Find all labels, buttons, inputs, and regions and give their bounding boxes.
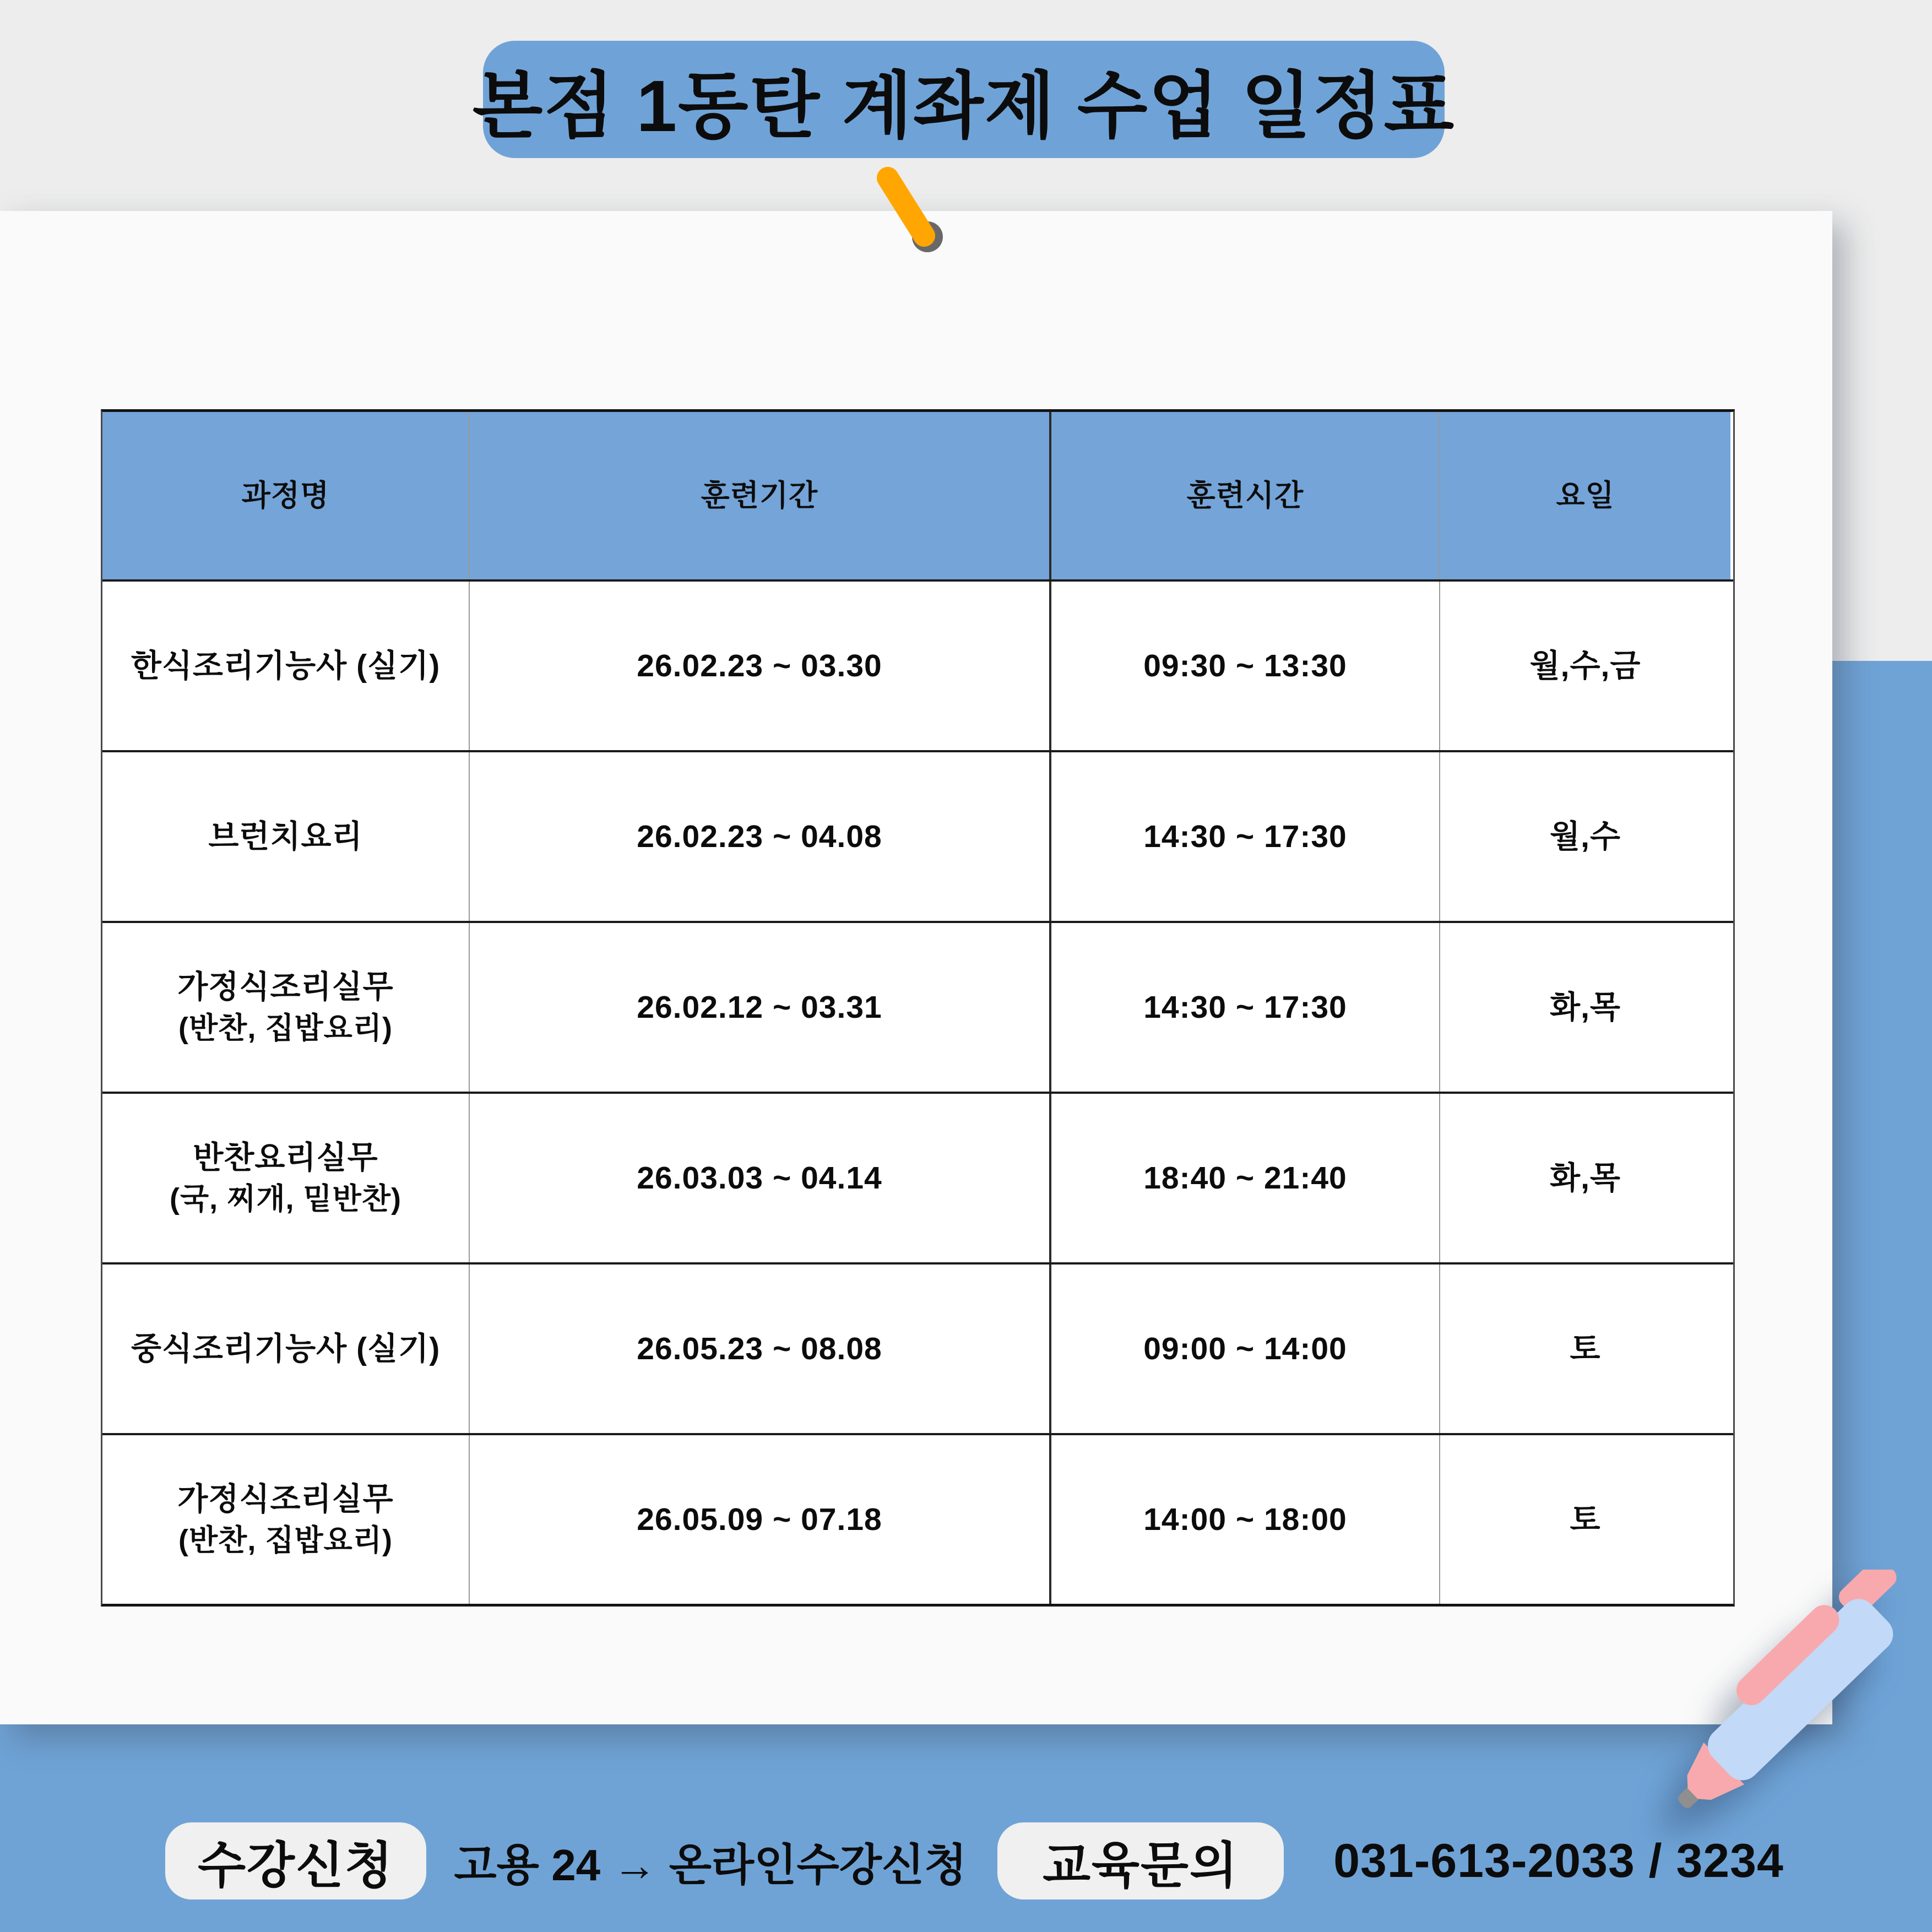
period-cell: 26.02.12 ~ 03.31 [470,923,1051,1092]
course-subtitle: (반찬, 집밥요리) [178,1524,393,1557]
course-cell [102,1435,470,1604]
course-cell [102,752,470,921]
table-row [102,1265,1733,1435]
time-cell: 09:30 ~ 13:30 [1051,582,1440,750]
time-cell: 14:30 ~ 17:30 [1051,752,1440,921]
page-title [472,41,1456,158]
days-cell: 토 [1440,1435,1730,1604]
days-cell: 토 [1440,1265,1730,1433]
column-header-period: 훈련기간 [470,412,1051,579]
inquiry-phone-numbers: 031-613-2033 / 3234 [1333,1834,1784,1887]
table-row [102,1435,1733,1604]
course-name: 브런치요리 [208,818,363,854]
course-name: 가정식조리실무 [177,969,394,1005]
time-cell: 14:00 ~ 18:00 [1051,1435,1440,1604]
course-cell [102,1265,470,1433]
column-header-time: 훈련시간 [1051,412,1440,579]
period-cell: 26.05.09 ~ 07.18 [470,1435,1051,1604]
column-header-course: 과정명 [102,412,470,579]
table-row [102,582,1733,752]
days-cell: 화,목 [1440,1094,1730,1262]
table-header-row [102,412,1733,582]
course-name: 반찬요리실무 [193,1140,378,1176]
ballpoint-pen-icon [1652,1570,1932,1900]
days-cell: 월,수 [1440,752,1730,921]
inquiry-badge [997,1822,1284,1900]
period-cell: 26.02.23 ~ 04.08 [470,752,1051,921]
table-row [102,1094,1733,1265]
table-row [102,923,1733,1094]
registration-badge [165,1822,426,1900]
registration-badge-label: 수강신청 [198,1838,394,1893]
period-cell: 26.02.23 ~ 03.30 [470,582,1051,750]
period-cell: 26.03.03 ~ 04.14 [470,1094,1051,1262]
pencil-icon [865,159,961,266]
course-cell [102,923,470,1092]
period-cell: 26.05.23 ~ 08.08 [470,1265,1051,1433]
days-cell: 월,수,금 [1440,582,1730,750]
table-row [102,752,1733,923]
time-cell: 18:40 ~ 21:40 [1051,1094,1440,1262]
registration-instruction: 고용 24 → 온라인수강신청 [454,1840,967,1890]
column-header-days: 요일 [1440,412,1730,579]
days-cell: 화,목 [1440,923,1730,1092]
course-subtitle: (반찬, 집밥요리) [178,1012,393,1045]
page-title-text: 본점 1동탄 계좌제 수업 일정표 [472,65,1456,146]
inquiry-badge-label: 교육문의 [1043,1838,1239,1893]
course-subtitle: (국, 찌개, 밑반찬) [170,1182,401,1216]
course-name: 가정식조리실무 [177,1481,394,1517]
course-name: 한식조리기능사 (실기) [131,648,441,683]
schedule-table [101,409,1735,1607]
course-name: 중식조리기능사 (실기) [131,1331,441,1366]
course-cell [102,582,470,750]
time-cell: 09:00 ~ 14:00 [1051,1265,1440,1433]
course-cell [102,1094,470,1262]
time-cell: 14:30 ~ 17:30 [1051,923,1440,1092]
